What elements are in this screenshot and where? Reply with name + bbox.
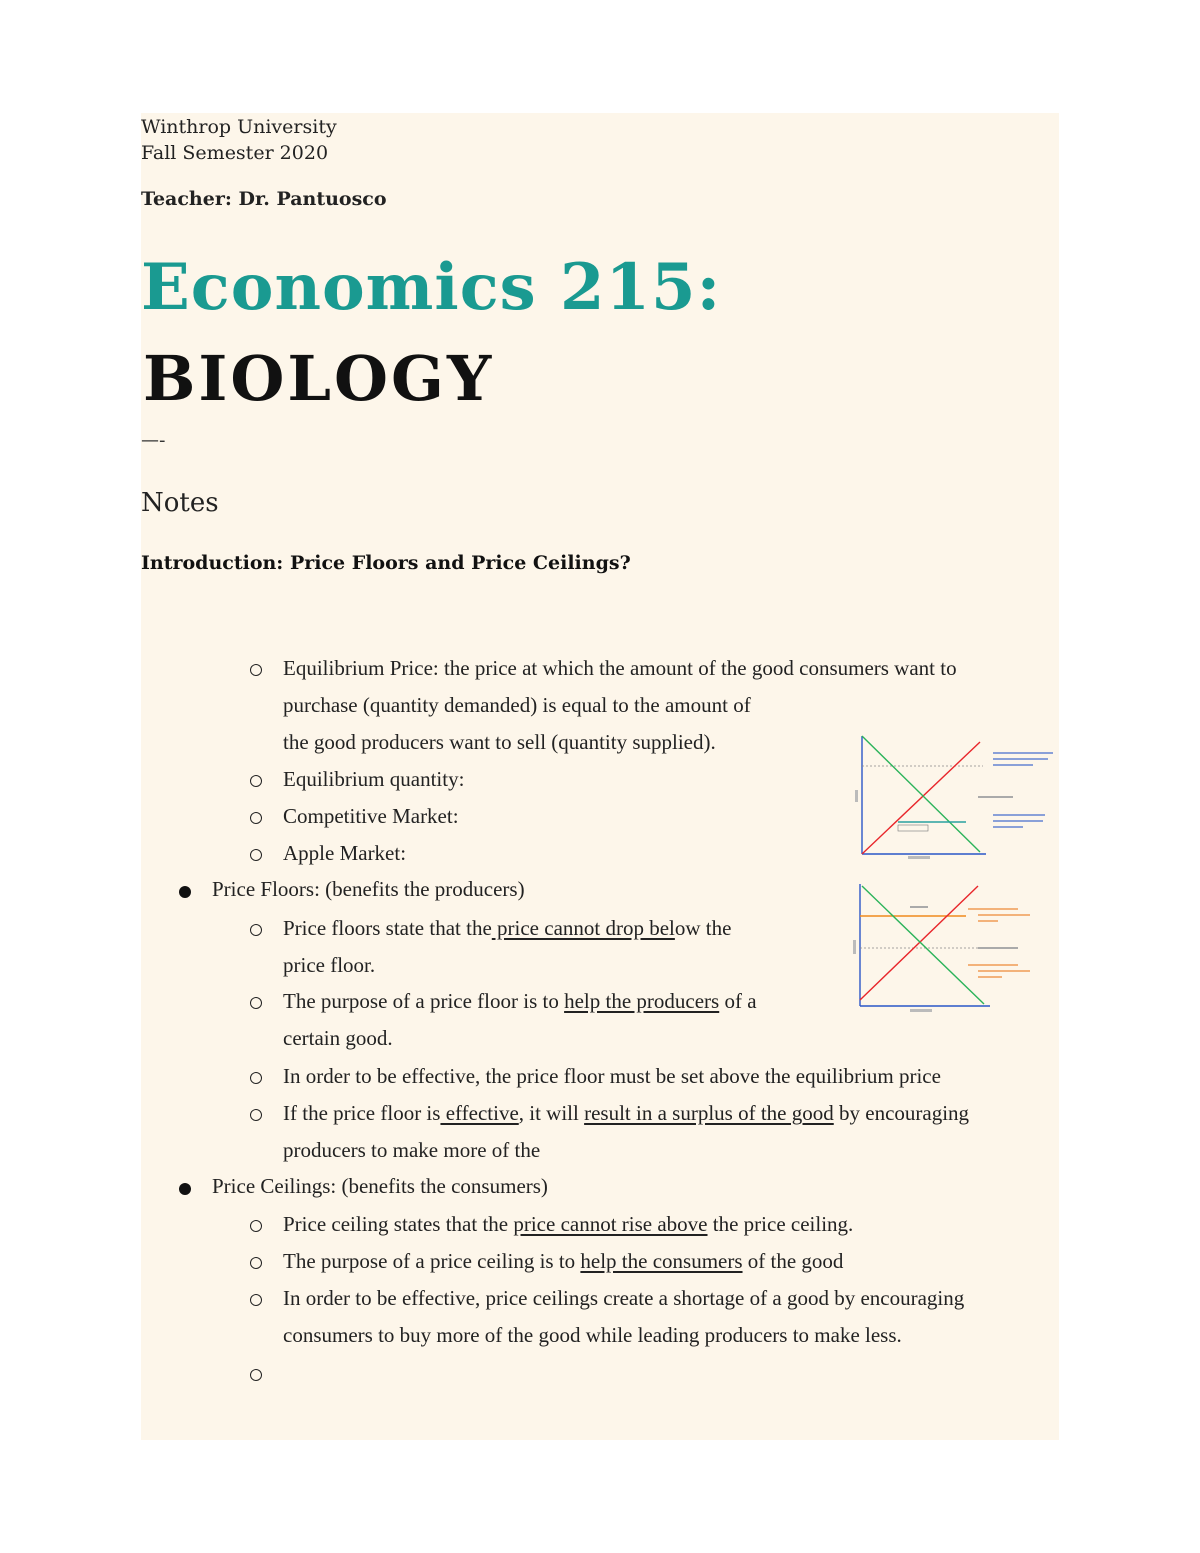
bullet-circle xyxy=(250,924,262,936)
bullet-circle xyxy=(250,812,262,824)
supply-line xyxy=(862,742,980,854)
eq-price-line2: purchase (quantity demanded) is equal to the amount of xyxy=(283,693,751,717)
ceiling-point-3: In order to be effective, price ceilings create a shortage of a good by encouraging xyxy=(283,1286,965,1310)
annotation-mark xyxy=(978,920,998,922)
annotation-mark xyxy=(978,947,1018,949)
apple-market: Apple Market: xyxy=(283,841,407,865)
eq-price-line1: Equilibrium Price: the price at which the amount of the good consumers want to xyxy=(283,656,957,680)
annotation-mark xyxy=(978,976,1002,978)
floor-point-4-cont: producers to make more of the xyxy=(283,1138,541,1162)
floor-point-3: In order to be effective, the price floor must be set above the equilibrium price xyxy=(283,1064,941,1088)
demand-line xyxy=(862,886,984,1004)
price-ceiling-diagram xyxy=(848,730,1058,865)
course-subtitle: BIOLOGY xyxy=(143,342,495,415)
annotation-mark xyxy=(978,914,1030,916)
bullet-circle xyxy=(250,1369,262,1381)
bullet-circle xyxy=(250,1220,262,1232)
annotation-mark xyxy=(978,796,1013,798)
ceiling-point-2: The purpose of a price ceiling is to help the consumers of the good xyxy=(283,1249,844,1273)
bullet-circle xyxy=(250,1294,262,1306)
annotation-mark xyxy=(968,908,1018,910)
competitive-market: Competitive Market: xyxy=(283,804,459,828)
teacher: Teacher: Dr. Pantuosco xyxy=(141,188,387,210)
axis-label-mark xyxy=(910,1009,932,1012)
annotation-mark xyxy=(910,906,928,908)
annotation-mark xyxy=(993,814,1045,816)
price-floor-diagram xyxy=(848,878,1058,1018)
price-floors-heading: Price Floors: (benefits the producers) xyxy=(212,877,525,901)
university-name: Winthrop University xyxy=(141,116,337,138)
annotation-mark xyxy=(993,758,1048,760)
floor-point-1: Price floors state that the price cannot drop below the xyxy=(283,916,732,940)
axis-label-mark xyxy=(908,856,930,859)
bullet-circle xyxy=(250,664,262,676)
ceiling-point-3-cont: consumers to buy more of the good while leading producers to make less. xyxy=(283,1323,902,1347)
notes-heading: Notes xyxy=(141,488,219,518)
annotation-mark xyxy=(993,764,1033,766)
ceiling-point-1: Price ceiling states that the price cannot rise above the price ceiling. xyxy=(283,1212,854,1236)
annotation-mark xyxy=(993,826,1023,828)
annotation-mark xyxy=(993,752,1053,754)
price-ceilings-heading: Price Ceilings: (benefits the consumers) xyxy=(212,1174,548,1198)
floor-point-2: The purpose of a price floor is to help the producers of a xyxy=(283,989,757,1013)
supply-line xyxy=(860,886,978,1000)
eq-quantity: Equilibrium quantity: xyxy=(283,767,465,791)
bullet-circle xyxy=(250,1257,262,1269)
floor-point-1-cont: price floor. xyxy=(283,953,376,977)
floor-point-4: If the price floor is effective, it will result in a surplus of the good by encouraging xyxy=(283,1101,970,1125)
intro-heading: Introduction: Price Floors and Price Ceilings? xyxy=(141,552,631,574)
bullet-circle xyxy=(250,1109,262,1121)
bullet-circle xyxy=(250,997,262,1009)
axis-label-mark xyxy=(853,940,856,954)
axis-label-mark xyxy=(855,790,858,802)
bullet-disc xyxy=(179,886,191,898)
bullet-circle xyxy=(250,775,262,787)
floor-point-2-cont: certain good. xyxy=(283,1026,393,1050)
bullet-disc xyxy=(179,1183,191,1195)
bullet-circle xyxy=(250,849,262,861)
shortage-box xyxy=(898,825,928,831)
demand-line xyxy=(862,736,980,852)
annotation-mark xyxy=(993,820,1043,822)
semester: Fall Semester 2020 xyxy=(141,142,329,164)
annotation-mark xyxy=(968,964,1018,966)
annotation-mark xyxy=(978,970,1030,972)
eq-price-line3: the good producers want to sell (quantity supplied). xyxy=(283,730,716,754)
bullet-circle xyxy=(250,1072,262,1084)
divider: —- xyxy=(141,430,166,451)
course-title: Economics 215: xyxy=(141,250,722,325)
